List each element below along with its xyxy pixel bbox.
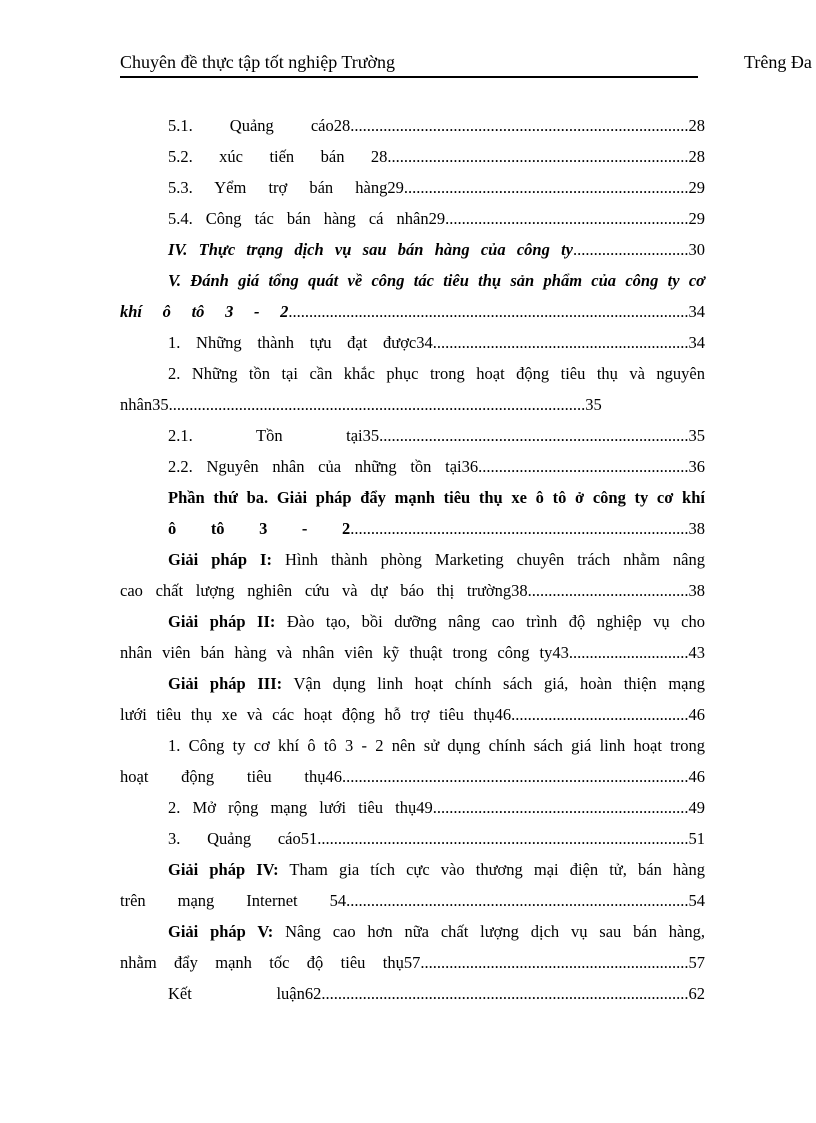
- toc-page-number: 46: [688, 705, 705, 724]
- toc-entry-v-cont[interactable]: khí ô tô 3 - 2.................................................................................................34: [120, 302, 705, 321]
- toc-entry-v[interactable]: V. Đánh giá tổng quát về công tác tiêu thụ sản phẩm của công ty cơ: [168, 271, 705, 290]
- toc-entry-solution-1-cont[interactable]: cao chất lượng nghiên cứu và dự báo thị trường38.......................................38: [120, 581, 705, 600]
- toc-entry-solution-1[interactable]: Giải pháp I: Hình thành phòng Marketing chuyên trách nhằm nâng: [168, 550, 705, 569]
- toc-entry-iv[interactable]: IV. Thực trạng dịch vụ sau bán hàng của công ty............................30: [168, 240, 705, 259]
- toc-page-number: 28: [688, 147, 705, 166]
- toc-page-number: 34: [688, 302, 705, 321]
- page-header-right: Trêng Đa: [744, 52, 812, 72]
- toc-entry-5-3[interactable]: 5.3. Yểm trợ bán hàng29.....................................................................29: [168, 178, 705, 197]
- toc-entry-solution-2-cont[interactable]: nhân viên bán hàng và nhân viên kỹ thuật trong công ty43.............................43: [120, 643, 705, 662]
- toc-page-number: 29: [688, 209, 705, 228]
- toc-entry-advertising[interactable]: 3. Quảng cáo51..........................................................................................51: [168, 829, 705, 848]
- toc-entry-pricing-policy[interactable]: 1. Công ty cơ khí ô tô 3 - 2 nên sử dụng chính sách giá linh hoạt trong: [168, 736, 705, 755]
- table-of-contents: [120, 110, 705, 1009]
- toc-page-number: 51: [688, 829, 705, 848]
- toc-entry-solution-5-cont[interactable]: nhằm đẩy mạnh tốc độ tiêu thụ57.................................................................57: [120, 953, 705, 972]
- toc-entry-5-2[interactable]: 5.2. xúc tiến bán 28.........................................................................28: [168, 147, 705, 166]
- toc-entry-2-1[interactable]: 2.1. Tồn tại35...........................................................................35: [168, 426, 705, 445]
- toc-entry-solution-4[interactable]: Giải pháp IV: Tham gia tích cực vào thương mại điện tử, bán hàng: [168, 860, 705, 879]
- toc-entry-solution-2[interactable]: Giải pháp II: Đào tạo, bồi dưỡng nâng cao trình độ nghiệp vụ cho: [168, 612, 706, 631]
- toc-page-number: 38: [688, 581, 705, 600]
- toc-entry-part-three-cont[interactable]: ô tô 3 - 2..................................................................................38: [168, 519, 705, 538]
- toc-page-number: 28: [688, 116, 705, 135]
- toc-entry-5-4[interactable]: 5.4. Công tác bán hàng cá nhân29...........................................................29: [168, 209, 705, 228]
- toc-entry-conclusion[interactable]: Kết luận62.........................................................................................62: [168, 984, 705, 1003]
- toc-entry-5-1[interactable]: 5.1. Quảng cáo28..................................................................................28: [168, 116, 705, 135]
- toc-page-number: 49: [688, 798, 705, 817]
- toc-entry-part-three[interactable]: Phần thứ ba. Giải pháp đẩy mạnh tiêu thụ xe ô tô ở công ty cơ khí: [168, 488, 705, 507]
- toc-entry-solution-5[interactable]: Giải pháp V: Nâng cao hơn nữa chất lượng dịch vụ sau bán hàng,: [168, 922, 705, 941]
- toc-page-number: 62: [688, 984, 705, 1003]
- toc-page-number: 43: [688, 643, 705, 662]
- toc-page-number: 29: [688, 178, 705, 197]
- toc-entry-2-shortcomings[interactable]: 2. Những tồn tại cần khắc phục trong hoạt động tiêu thụ và nguyên: [168, 364, 705, 383]
- toc-page-number: 38: [688, 519, 705, 538]
- header-divider: [120, 76, 698, 78]
- toc-page-number: 57: [688, 953, 705, 972]
- toc-page-number: 34: [688, 333, 705, 352]
- toc-entry-pricing-policy-cont[interactable]: hoạt động tiêu thụ46....................................................................................46: [120, 767, 705, 786]
- toc-entry-solution-4-cont[interactable]: trên mạng Internet 54...................................................................................54: [120, 891, 705, 910]
- toc-entry-expand-network[interactable]: 2. Mở rộng mạng lưới tiêu thụ49..............................................................49: [168, 798, 705, 817]
- toc-entry-2-shortcomings-cont[interactable]: nhân35.....................................................................................................35: [120, 395, 602, 414]
- toc-page-number: 36: [688, 457, 705, 476]
- toc-entry-solution-3-cont[interactable]: lưới tiêu thụ xe và các hoạt động hỗ trợ tiêu thụ46...........................................46: [120, 705, 705, 724]
- toc-page-number: 46: [688, 767, 705, 786]
- toc-entry-1-achievements[interactable]: 1. Những thành tựu đạt được34..............................................................34: [168, 333, 705, 352]
- toc-entry-2-2[interactable]: 2.2. Nguyên nhân của những tồn tại36...................................................36: [168, 457, 705, 476]
- toc-entry-solution-3[interactable]: Giải pháp III: Vận dụng linh hoạt chính sách giá, hoàn thiện mạng: [168, 674, 706, 693]
- toc-page-number: 35: [688, 426, 705, 445]
- page-header-title: Chuyên đề thực tập tốt nghiệp Trường: [120, 52, 396, 72]
- toc-page-number: 30: [688, 240, 705, 259]
- toc-page-number: 35: [585, 395, 602, 414]
- toc-page-number: 54: [688, 891, 705, 910]
